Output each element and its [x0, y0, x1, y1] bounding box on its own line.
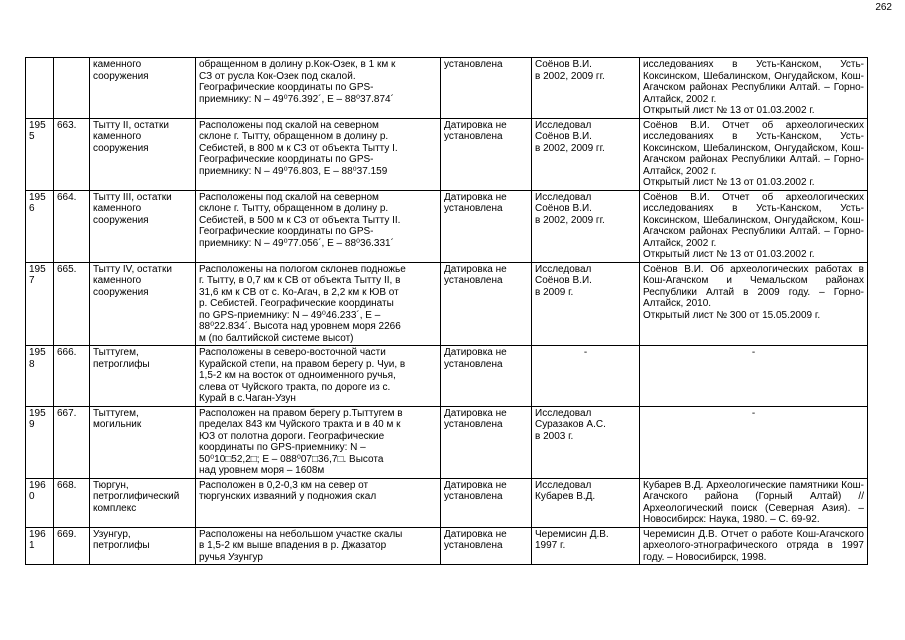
monument-name-cell-text: Тытту II, остатки каменного сооружения	[93, 119, 169, 154]
source-reference-cell	[640, 262, 868, 346]
row-serial-number	[26, 190, 54, 262]
dating-cell-text: Датировка не установлена	[444, 191, 507, 214]
researcher-cell	[532, 262, 640, 346]
researcher-cell-text: Исследовал Сoёнов В.И. в 2002, 2009 гг.	[535, 119, 605, 154]
monuments-table	[25, 57, 868, 565]
location-description-cell-text: Расположены на пологом склонев подножье г. Тытту, в 0,7 км к СВ от объекта Тытту II, в 31,6 км к СВ от с. Ко-Агач, в 2,2 км к ЮВ от р. Себистей. Географические координаты по GPS-приемнику: N – 49⁰46.233´, Е – 88⁰22.834´. Высота над уровнем моря 2266 м (по балтийской системе высот)	[199, 263, 406, 344]
monument-name-cell-text: Тытту IV, остатки каменного сооружения	[93, 263, 172, 298]
source-reference-cell	[640, 478, 868, 527]
location-description-cell	[196, 262, 441, 346]
dating-cell	[441, 346, 532, 407]
row-item-number	[54, 527, 90, 565]
source-reference-cell	[640, 118, 868, 190]
row-item-number	[54, 478, 90, 527]
monument-name-cell	[90, 346, 196, 407]
researcher-cell-text: Сoёнов В.И. в 2002, 2009 гг.	[535, 59, 605, 82]
location-description-cell	[196, 406, 441, 478]
dating-cell	[441, 478, 532, 527]
table-row	[26, 346, 868, 407]
researcher-cell-text: Черемисин Д.В. 1997 г.	[535, 528, 609, 551]
researcher-cell	[532, 478, 640, 527]
source-reference-cell	[640, 346, 868, 407]
location-description-cell	[196, 118, 441, 190]
source-reference-cell	[640, 190, 868, 262]
dating-cell-text: Датировка не установлена	[444, 347, 507, 370]
page-number: 262	[875, 2, 892, 13]
row-serial-number-text: 1960	[29, 479, 46, 502]
table-row	[26, 58, 868, 119]
dating-cell-text: Датировка не установлена	[444, 119, 507, 142]
dating-cell	[441, 58, 532, 119]
location-description-cell-text: Расположены на небольшом участке скалы в 1,5-2 км выше впадения в р. Джазатор ручья Узунгур	[199, 528, 403, 563]
source-reference-cell-text: Черемисин Д.В. Отчет о работе Кош-Агачского археолого-этнографического отряда в 1997 году. – Новосибирск, 1998.	[643, 528, 864, 563]
table-row	[26, 478, 868, 527]
location-description-cell-text: Расположен на правом берегу р.Тыттугем в пределах 843 км Чуйского тракта и в 40 м к ЮЗ от полотна дороги. Географические координаты по GPS-приемнику: N – 50⁰10□52,2□; Е – 088⁰07□36,7□. Высота над уровнем моря – 1608м	[199, 407, 403, 476]
location-description-cell	[196, 478, 441, 527]
row-item-number-text: 669.	[57, 528, 77, 540]
source-reference-cell-text: исследованиях в Усть-Канском, Усть-Коксинском, Шебалинском, Онгудайском, Кош-Агачском районах Республики Алтай. – Горно-Алтайск, 2002 г. Открытый лист № 13 от 01.03.2002 г.	[643, 59, 864, 116]
table-row	[26, 262, 868, 346]
researcher-cell-text: -	[583, 347, 588, 358]
location-description-cell	[196, 58, 441, 119]
row-item-number	[54, 118, 90, 190]
monument-name-cell-text: Тыттугем, могильник	[93, 407, 142, 430]
row-item-number	[54, 190, 90, 262]
dating-cell-text: Датировка не установлена	[444, 479, 507, 502]
researcher-cell-text: Исследовал Суразаков А.С. в 2003 г.	[535, 407, 606, 442]
row-serial-number-text: 1961	[29, 528, 46, 551]
row-item-number-text: 663.	[57, 119, 77, 131]
source-reference-cell-text: -	[751, 407, 756, 419]
row-item-number	[54, 406, 90, 478]
row-serial-number	[26, 118, 54, 190]
row-serial-number	[26, 527, 54, 565]
dating-cell	[441, 262, 532, 346]
row-serial-number-text: 1958	[29, 347, 46, 370]
row-item-number	[54, 262, 90, 346]
dating-cell-text: Датировка не установлена	[444, 263, 507, 286]
monument-name-cell	[90, 190, 196, 262]
monument-name-cell	[90, 406, 196, 478]
researcher-cell-text: Исследовал Сoёнов В.И. в 2002, 2009 гг.	[535, 191, 605, 226]
row-serial-number-text: 1956	[29, 191, 46, 214]
monument-name-cell	[90, 58, 196, 119]
row-serial-number	[26, 58, 54, 119]
dating-cell	[441, 527, 532, 565]
monument-name-cell-text: Тытту III, остатки каменного сооружения	[93, 191, 172, 226]
source-reference-cell-text: Кубарев В.Д. Археологические памятники Кош-Агачского района (Горный Алтай) // Археологический поиск (Северная Азия). – Новосибирск: Наука, 1980. – С. 69-92.	[643, 479, 864, 525]
table-row	[26, 527, 868, 565]
row-serial-number	[26, 262, 54, 346]
row-item-number-text: 667.	[57, 407, 77, 419]
row-item-number-text: 664.	[57, 191, 77, 203]
monument-name-cell-text: Узунгур, петроглифы	[93, 528, 150, 551]
location-description-cell-text: Расположены под скалой на северном склоне г. Тытту, обращенном в долину р. Себистей, в 800 м к СЗ от объекта Тытту I. Географические координаты по GPS- приемнику: N – 49⁰76.803, Е – 88⁰37.159	[199, 119, 398, 177]
location-description-cell-text: Расположены под скалой на северном склоне г. Тытту, обращенном в долину р. Себистей, в 500 м к СЗ от объекта Тытту II. Географические координаты по GPS- приемнику: N – 49⁰77.056´, Е – 88⁰36.331´	[199, 191, 401, 249]
row-item-number	[54, 58, 90, 119]
row-serial-number	[26, 478, 54, 527]
row-serial-number-text: 1959	[29, 407, 46, 430]
table-row	[26, 190, 868, 262]
monument-name-cell	[90, 527, 196, 565]
dating-cell-text: Датировка не установлена	[444, 407, 507, 430]
monument-name-cell	[90, 478, 196, 527]
dating-cell-text: Датировка не установлена	[444, 528, 507, 551]
location-description-cell-text: Расположены в северо-восточной части Курайской степи, на правом берегу р. Чуи, в 1,5-2 км на восток от одноименного ручья, слева от Чуйского тракта, по дороге из с. Курай в с.Чаган-Узун	[199, 347, 406, 404]
row-serial-number	[26, 406, 54, 478]
dating-cell	[441, 406, 532, 478]
researcher-cell-text: Исследовал Кубарев В.Д.	[535, 479, 596, 502]
researcher-cell	[532, 190, 640, 262]
source-reference-cell	[640, 527, 868, 565]
source-reference-cell	[640, 58, 868, 119]
location-description-cell-text: обращенном в долину р.Кок-Озек, в 1 км к СЗ от русла Кок-Озек под скалой. Географические координаты по GPS- приемнику: N – 49⁰76.392´, Е – 88⁰37.874´	[199, 59, 396, 105]
researcher-cell	[532, 527, 640, 565]
location-description-cell	[196, 346, 441, 407]
researcher-cell	[532, 118, 640, 190]
row-item-number-text: 665.	[57, 263, 77, 275]
row-item-number	[54, 346, 90, 407]
row-serial-number-text: 1955	[29, 119, 46, 142]
researcher-cell-text: Исследовал Сoёнов В.И. в 2009 г.	[535, 263, 592, 298]
source-reference-cell	[640, 406, 868, 478]
source-reference-cell-text: -	[751, 347, 756, 358]
location-description-cell	[196, 190, 441, 262]
source-reference-cell-text: Сoёнов В.И. Отчет об археологических исследованиях в Усть-Канском, Усть-Коксинском, Шебалинском, Онгудайском, Кош-Агачском районах Республики Алтай. – Горно-Алтайск, 2002 г. Открытый лист № 13 от 01.03.2002 г.	[643, 119, 864, 188]
dating-cell-text: установлена	[444, 59, 503, 70]
row-item-number-text: 668.	[57, 479, 77, 491]
table-row	[26, 406, 868, 478]
source-reference-cell-text: Сoёнов В.И. Об археологических работах в Кош-Агачском и Чемальском районах Республики Алтай в 2009 году. – Горно-Алтайск, 2010. Открытый лист № 300 от 15.05.2009 г.	[643, 263, 864, 321]
row-item-number-text: 666.	[57, 347, 77, 358]
monument-name-cell-text: Тыттугем, петроглифы	[93, 347, 150, 370]
monument-name-cell-text: каменного сооружения	[93, 59, 149, 82]
dating-cell	[441, 118, 532, 190]
location-description-cell	[196, 527, 441, 565]
monument-name-cell	[90, 118, 196, 190]
location-description-cell-text: Расположен в 0,2-0,3 км на север от тюргунских изваяний у подножия скал	[199, 479, 377, 502]
row-serial-number-text: 1957	[29, 263, 46, 286]
row-serial-number	[26, 346, 54, 407]
researcher-cell	[532, 58, 640, 119]
source-reference-cell-text: Сoёнов В.И. Отчет об археологических исследованиях в Усть-Канском, Усть-Коксинском, Шебалинском, Онгудайском, Кош-Агачском районах Республики Алтай. – Горно-Алтайск, 2002 г. Открытый лист № 13 от 01.03.2002 г.	[643, 191, 864, 260]
researcher-cell	[532, 406, 640, 478]
dating-cell	[441, 190, 532, 262]
table-row	[26, 118, 868, 190]
monument-name-cell	[90, 262, 196, 346]
monument-name-cell-text: Тюргун, петроглифический комплекс	[93, 479, 180, 514]
researcher-cell	[532, 346, 640, 407]
